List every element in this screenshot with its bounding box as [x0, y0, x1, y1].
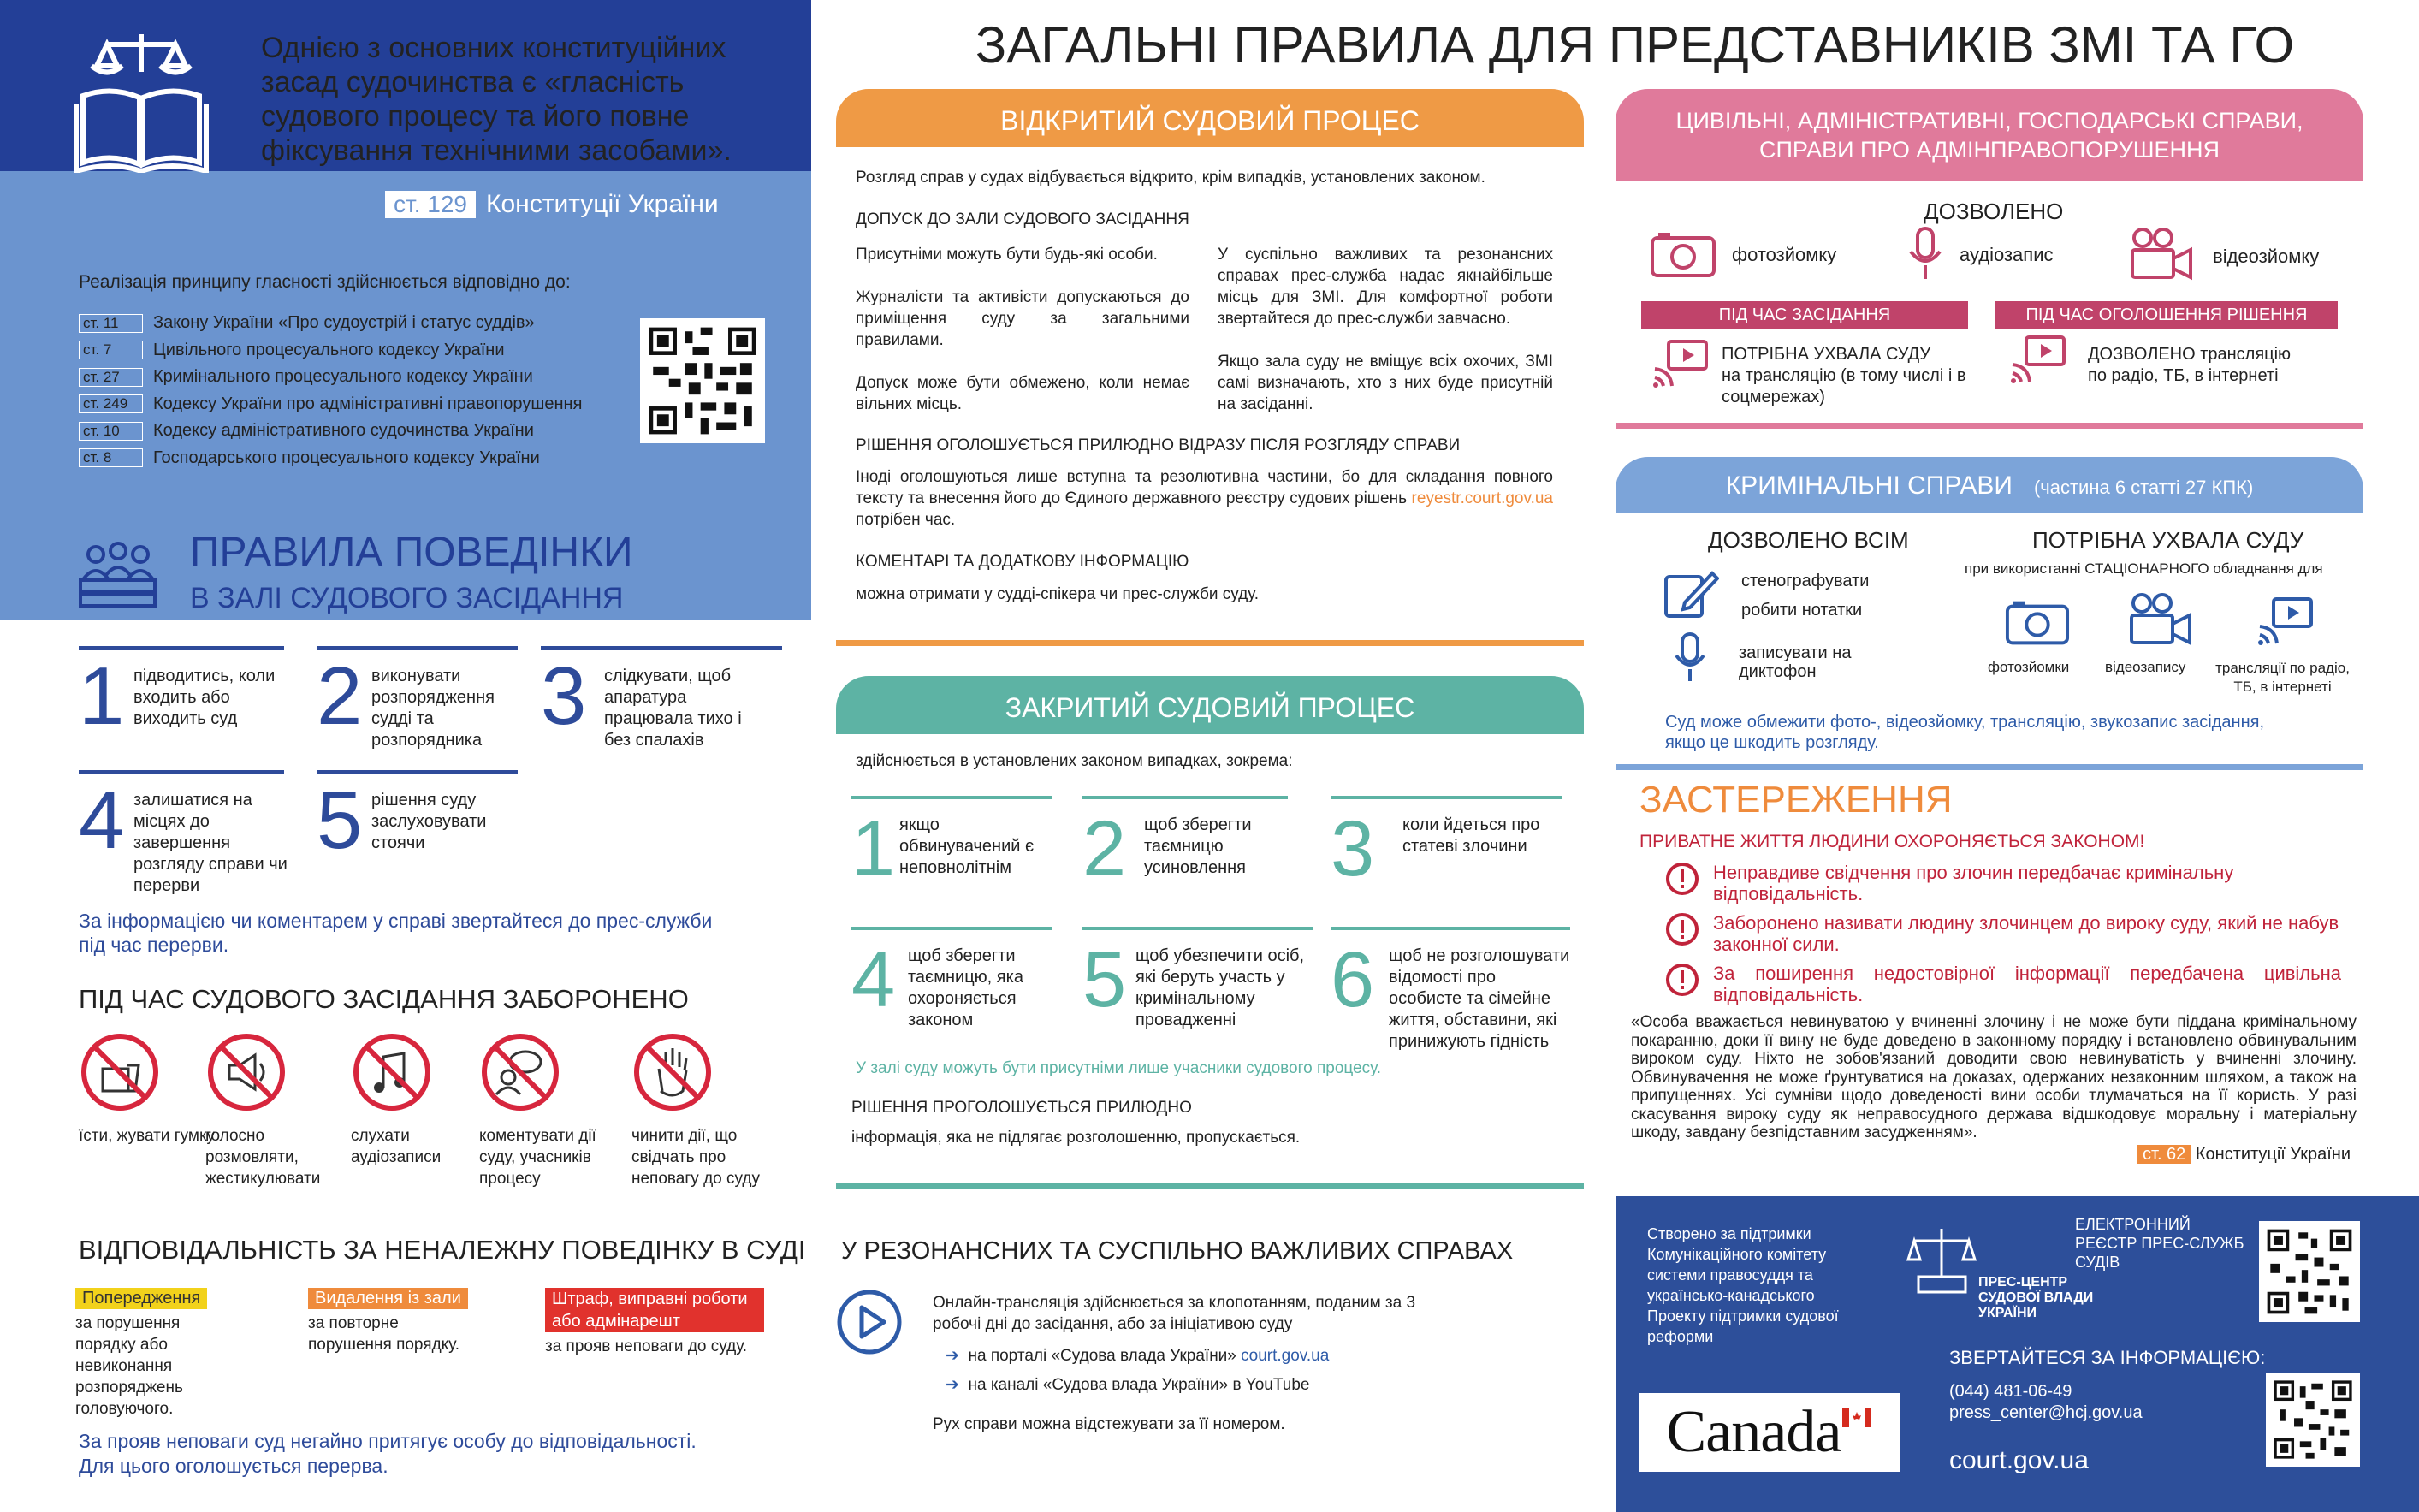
registry-label: ЕЛЕКТРОННИЙ РЕЄСТР ПРЕС-СЛУЖБ СУДІВ	[2075, 1216, 2244, 1271]
criminal-cases-header: КРИМІНАЛЬНІ СПРАВИ (частина 6 статті 27 КПК)	[1616, 457, 2363, 513]
comments-text: можна отримати у судді-спікера чи прес-служби суду.	[856, 585, 1260, 603]
access-heading: ДОПУСК ДО ЗАЛИ СУДОВОГО ЗАСІДАННЯ	[856, 210, 1189, 228]
responsibility-item: Штраф, виправні роботи або адмінарешт за прояв неповаги до суду.	[545, 1288, 764, 1357]
closed-reason: 1 якщо обвинувачений є неповнолітнім	[851, 796, 1052, 890]
closed-reason: 3 коли йдеться про статеві злочини	[1331, 796, 1562, 890]
warning-item: Заборонено називати людину злочинцем до вироку суду, який не набув законної сили.	[1665, 912, 2341, 955]
play-icon[interactable]	[836, 1289, 903, 1355]
microphone-icon	[1673, 631, 1707, 685]
orange-divider	[836, 640, 1584, 646]
support-text: Створено за підтримки Комунікаційного комітету системи правосуддя та українсько-канадського Проекту підтримки судової реформи	[1647, 1225, 1839, 1345]
resonant-link-portal: ➔ на порталі «Судова влада України» court.gov.ua	[946, 1347, 1330, 1365]
law-item: ст. 10 Кодексу адміністративного судочинства України	[79, 418, 582, 445]
allowed-label: ДОЗВОЛЕНО	[1924, 199, 2064, 224]
resonant-foot: Рух справи можна відстежувати за її номером.	[933, 1415, 1285, 1433]
rules-title: ПРАВИЛА ПОВЕДІНКИ	[190, 530, 633, 575]
ruling-video: відеозапису	[2105, 659, 2186, 675]
allowed-all-label: ДОЗВОЛЕНО ВСІМ	[1708, 527, 1909, 553]
contact-phone[interactable]: (044) 481-06-49	[1949, 1382, 2072, 1401]
law-item: ст. 11 Закону України «Про судоустрій і статус суддів»	[79, 310, 582, 337]
need-ruling-label: ПОТРІБНА УХВАЛА СУДУ	[2032, 527, 2304, 553]
no-hand-icon	[631, 1031, 714, 1113]
warning-subtitle: ПРИВАТНЕ ЖИТТЯ ЛЮДИНИ ОХОРОНЯЄТЬСЯ ЗАКОНОМ!	[1639, 832, 2145, 851]
article-tag: ст. 129	[385, 191, 476, 218]
access-right-text: У суспільно важливих та резонансних справах прес-служба надає якнайбільше місць для ЗМІ. Для комфортної роботи звертайтеся до прес-служби завчасно. Якщо зала суду не вміщує всіх охочих, ЗМІ самі визначають, хто з них буде присутній на засіданні.	[1218, 246, 1553, 413]
closed-reason: 4 щоб зберегти таємницю, яка охороняється законом	[851, 927, 1052, 1038]
open-intro: Розгляд справ у судах відбувається відкрито, крім випадків, установлених законом.	[856, 169, 1485, 187]
responsibility-item: Видалення із зали за повторне порушення порядку.	[308, 1288, 471, 1355]
canada-flag-icon	[1842, 1408, 1871, 1427]
contact-email[interactable]: press_center@hcj.gov.ua	[1949, 1403, 2143, 1422]
resonant-link-youtube: ➔ на каналі «Судова влада України» в YouTube	[946, 1376, 1310, 1394]
responsibility-note: За прояв неповаги суд негайно притягує особу до відповідальності. Для цього оголошується перерва.	[79, 1430, 697, 1477]
during-text: ПОТРІБНА УХВАЛА СУДУ на трансляцію (в тому числі і в соцмережах)	[1722, 345, 1966, 406]
microphone-icon	[1906, 226, 1944, 282]
quote-source: ст. 62 Конституції України	[2137, 1145, 2351, 1165]
audience-icon	[77, 541, 158, 609]
ruling-broadcast: трансляції по радіо, ТБ, в інтернеті	[2215, 660, 2350, 695]
decision-text: Іноді оголошуються лише вступна та резолютивна частини, бо для складання повного тексту та внесення його до Єдиного державного реєстру судових рішень reyestr.court.gov.ua потрібен час.	[856, 468, 1553, 529]
warning-title: ЗАСТЕРЕЖЕННЯ	[1639, 779, 1953, 821]
rule-item: 1 підводитись, коли входить або виходить суд	[79, 646, 284, 766]
constitution-intro: Однією з основних конституційних засад судочинства є «гласність судового процесу та його повне фіксування технічними засобами».	[261, 32, 732, 167]
principle-text: Реалізація принципу гласності здійснюється відповідно до:	[79, 272, 571, 292]
exclamation-icon	[1665, 912, 1699, 946]
during-session-bar: ПІД ЧАС ЗАСІДАННЯ	[1641, 301, 1968, 329]
page-title: ЗАГАЛЬНІ ПРАВИЛА ДЛЯ ПРЕДСТАВНИКІВ ЗМІ ТА ГО	[975, 16, 2295, 74]
rules-subtitle: В ЗАЛІ СУДОВОГО ЗАСІДАННЯ	[190, 582, 624, 614]
access-text: Присутніми можуть бути будь-які особи. Журналісти та активісти допускаються до приміщення суду за загальними правилами. Допуск може бути обмежено, коли немає вільних місць.	[856, 246, 1189, 413]
warning-item: Неправдиве свідчення про злочин передбачає кримінальну відповідальність.	[1665, 862, 2341, 904]
constitution-reference	[385, 190, 719, 219]
rule-item: 2 виконувати розпорядження судді та розпорядника	[317, 646, 518, 766]
press-info-note: За інформацією чи коментарем у справі звертайтеся до прес-служби під час перерви.	[79, 910, 713, 956]
closed-note: У залі суду можуть бути присутніми лише учасники судового процесу.	[856, 1059, 1381, 1077]
closed-intro: здійснюється в установлених законом випадках, зокрема:	[856, 752, 1293, 770]
rule-item: 4 залишатися на місцях до завершення розгляду справи чи перерви	[79, 770, 284, 907]
broadcast-icon	[1651, 338, 1710, 389]
forbidden-item: слухати аудіозаписи	[351, 1031, 496, 1168]
pencil-icon	[1663, 565, 1719, 621]
constitution-quote: «Особа вважається невинуватою у вчиненні злочину і не може бути піддана кримінальному покаранню, доки її вину не буде доведено в законному порядку і встановлено обвинувальним вироком суду. Ніхто не зобов'язаний доводити свою невинуватість у вчиненні злочину. Обвинувачення не може ґрунтуватися на доказах, одержаних незаконним шляхом, а також на припущеннях. Усі сумніви щодо доведеності вини особи тлумачаться на її користь. У разі скасування вироку суду як неправосудного держава відшкодовує моральну і матеріальну шкоду, завдану безпідставним засудженням».	[1631, 1013, 2357, 1141]
broadcast-icon	[2009, 334, 2067, 385]
contact-heading: ЗВЕРТАЙТЕСЯ ЗА ІНФОРМАЦІЄЮ:	[1949, 1347, 2266, 1368]
resonant-title: У РЕЗОНАНСНИХ ТА СУСПІЛЬНО ВАЖЛИВИХ СПРАВАХ	[841, 1237, 1514, 1265]
law-item: ст. 7 Цивільного процесуального кодексу України	[79, 337, 582, 365]
closed-text: інформація, яка не підлягає розголошенню, пропускається.	[851, 1129, 1301, 1147]
teal-divider	[836, 1183, 1584, 1189]
law-item: ст. 8 Господарського процесуального кодексу України	[79, 445, 582, 472]
no-loud-icon	[205, 1031, 288, 1113]
allowed-audio: аудіозапис	[1960, 244, 2054, 265]
no-comment-icon	[479, 1031, 561, 1113]
announce-bar: ПІД ЧАС ОГОЛОШЕННЯ РІШЕННЯ	[1995, 301, 2338, 329]
closed-reason: 5 щоб убезпечити осіб, які беруть участь у кримінальному провадженні	[1082, 927, 1313, 1038]
civil-cases-header: ЦИВІЛЬНІ, АДМІНІСТРАТИВНІ, ГОСПОДАРСЬКІ СПРАВИ, СПРАВИ ПРО АДМІНПРАВОПОРУШЕННЯ	[1616, 89, 2363, 181]
video-camera-icon	[2129, 226, 2194, 281]
allowed-photo: фотозйомку	[1732, 244, 1837, 265]
forbidden-item: голосно розмовляти, жестикулювати	[205, 1031, 351, 1189]
blue-divider	[1616, 764, 2363, 770]
forbidden-item: їсти, жувати гумку	[79, 1031, 224, 1147]
camera-icon	[2005, 599, 2070, 647]
warning-item: За поширення недостовірної інформації передбачена цивільна відповідальність.	[1665, 963, 2341, 1005]
forbidden-item: чинити дії, що свідчать про неповагу до суду	[631, 1031, 786, 1189]
camera-icon	[1650, 231, 1716, 279]
no-audio-icon	[351, 1031, 433, 1113]
forbidden-title: ПІД ЧАС СУДОВОГО ЗАСІДАННЯ ЗАБОРОНЕНО	[79, 984, 689, 1014]
responsibility-title: ВІДПОВІДАЛЬНІСТЬ ЗА НЕНАЛЕЖНУ ПОВЕДІНКУ В СУДІ	[79, 1235, 806, 1265]
closed-process-header: ЗАКРИТИЙ СУДОВИЙ ПРОЦЕС	[836, 676, 1584, 734]
criminal-dictaphone: записувати на диктофон	[1739, 643, 1852, 681]
press-center: ПРЕС-ЦЕНТР СУДОВОЇ ВЛАДИ УКРАЇНИ	[1978, 1275, 2094, 1320]
canada-logo: Canada	[1639, 1393, 1900, 1472]
allowed-video: відеозйомку	[2213, 246, 2320, 267]
resonant-text: Онлайн-трансляція здійснюється за клопотанням, поданим за 3 робочі дні до засідання, або за ініціативою суду	[933, 1294, 1416, 1333]
court-site-link[interactable]: court.gov.ua	[1949, 1446, 2089, 1474]
comments-heading: КОМЕНТАРІ ТА ДОДАТКОВУ ІНФОРМАЦІЮ	[856, 553, 1189, 571]
law-item: ст. 249 Кодексу України про адміністративні правопорушення	[79, 391, 582, 418]
rule-item: 3 слідкувати, щоб апаратура працювала тихо і без спалахів	[541, 646, 782, 766]
open-process-header: ВІДКРИТИЙ СУДОВИЙ ПРОЦЕС	[836, 89, 1584, 147]
decision-heading: РІШЕННЯ ОГОЛОШУЄТЬСЯ ПРИЛЮДНО ВІДРАЗУ ПІСЛЯ РОЗГЛЯДУ СПРАВИ	[856, 436, 1461, 454]
registry-link[interactable]: reyestr.court.gov.ua	[1411, 489, 1553, 507]
responsibility-item: Попередження за порушення порядку або невиконання розпоряджень головуючого.	[75, 1288, 221, 1420]
justice-book-icon	[73, 27, 210, 173]
announce-text: ДОЗВОЛЕНО трансляцію по радіо, ТБ, в інтернеті	[2088, 345, 2292, 385]
exclamation-icon	[1665, 862, 1699, 896]
video-camera-icon	[2128, 590, 2193, 647]
article-source: Конституції України	[486, 190, 719, 218]
qr-code-icon[interactable]	[640, 318, 765, 443]
need-ruling-sub: при використанні СТАЦІОНАРНОГО обладнання для	[1965, 560, 2323, 577]
criminal-note: Суд може обмежити фото-, відеозйомку, трансляцію, звукозапис засідання, якщо це шкодить розгляду.	[1665, 713, 2265, 752]
no-food-icon	[79, 1031, 161, 1113]
rule-item: 5 рішення суду заслуховувати стоячи	[317, 770, 518, 890]
hcj-emblem-icon	[1901, 1225, 1983, 1299]
criminal-stenograph: стенографувати	[1741, 572, 1870, 590]
court-link[interactable]: court.gov.ua	[1241, 1347, 1330, 1365]
qr-code-icon[interactable]	[2266, 1373, 2360, 1467]
closed-reason: 2 щоб зберегти таємницю усиновлення	[1082, 796, 1288, 890]
law-item: ст. 27 Кримінального процесуального кодексу України	[79, 364, 582, 391]
ruling-photo: фотозйомки	[1988, 659, 2070, 675]
closed-heading: РІШЕННЯ ПРОГОЛОШУЄТЬСЯ ПРИЛЮДНО	[851, 1099, 1192, 1117]
qr-code-icon[interactable]	[2259, 1221, 2360, 1322]
criminal-notes: робити нотатки	[1741, 601, 1863, 620]
laws-list	[79, 310, 582, 471]
forbidden-item: коментувати дії суду, учасників процесу	[479, 1031, 608, 1189]
broadcast-icon	[2256, 596, 2315, 647]
exclamation-icon	[1665, 963, 1699, 997]
pink-divider	[1616, 423, 2363, 429]
closed-reason: 6 щоб не розголошувати відомості про особисте та сімейне життя, обставини, які принижують гідність	[1331, 927, 1570, 1055]
